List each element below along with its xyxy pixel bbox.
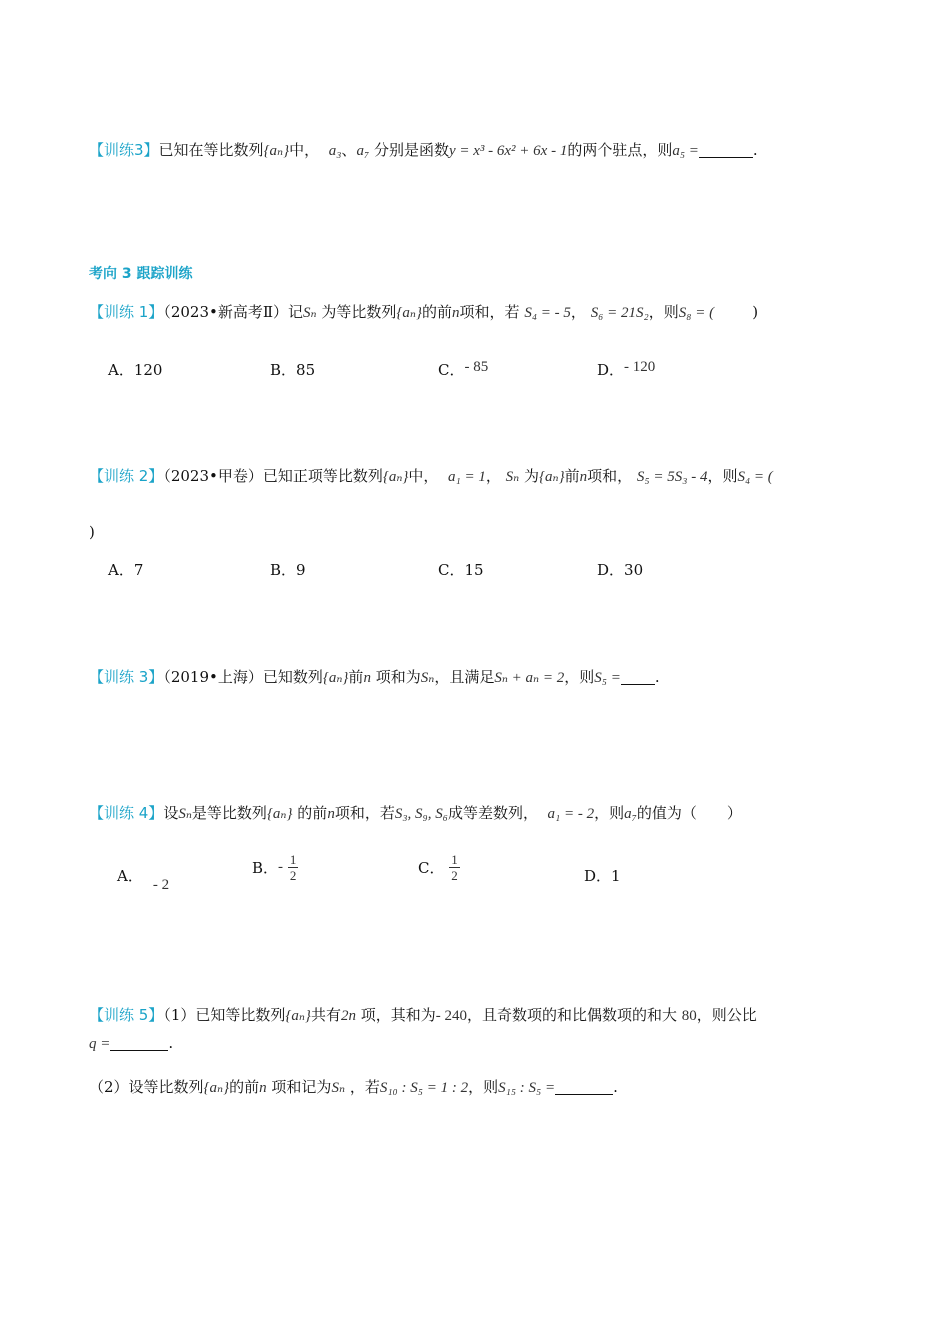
exercise-tag: 【训练 3】 <box>89 668 164 686</box>
option-a[interactable]: A．120 <box>108 361 163 379</box>
exercise-3: 【训练 3】（2019•上海）已知数列{aₙ}前n 项和为Sₙ，且满足Sₙ + aₙ = 2，则S₅ = . <box>89 668 660 686</box>
exercise-tag: 【训练 1】 <box>89 303 164 321</box>
section-title: 考向 3 跟踪训练 <box>89 266 193 282</box>
fraction: $\frac{1}{2}$ <box>451 852 458 883</box>
option-c[interactable]: C．15 <box>438 561 484 579</box>
answer-blank[interactable] <box>110 1035 168 1051</box>
fraction: $\frac{1}{2}$ <box>289 852 297 883</box>
option-a[interactable]: A． - 2 <box>117 867 170 893</box>
option-b[interactable]: B．9 <box>270 561 306 579</box>
exercise-5-part-2: （2）设等比数列{aₙ}的前n 项和记为Sₙ ，若S₁₀ : S₅ = 1 : 2，则S₁₅ : S₅ = . <box>89 1078 618 1096</box>
option-d[interactable]: D．- 120 <box>597 359 656 379</box>
sequence-symbol: {aₙ} <box>263 143 290 159</box>
exercise-2: 【训练 2】（2023•甲卷）已知正项等比数列{aₙ}中， a₁ = 1， Sₙ 为{aₙ}前n项和， S₅ = 5S₃ - 4，则S₄ = ( <box>89 467 773 485</box>
exercise-3-prev: 【训练3】已知在等比数列{aₙ}中， a₃、a₇ 分别是函数y = x³ - 6x² + 6x - 1的两个驻点，则a₅ = . <box>89 141 758 159</box>
answer-blank[interactable] <box>621 669 655 685</box>
answer-blank[interactable] <box>699 142 753 158</box>
exercise-5-part-1-answer: q = . <box>89 1034 174 1052</box>
option-c[interactable]: C．- 85 <box>438 359 489 379</box>
option-c[interactable]: C． $\frac{1}{2}$ <box>418 852 458 883</box>
exercise-tag: 【训练 2】 <box>89 467 164 485</box>
answer-blank[interactable] <box>555 1079 613 1095</box>
exercise-4: 【训练 4】设Sₙ是等比数列{aₙ} 的前n项和，若S₃, S₉, S₆成等差数列， a₁ = - 2，则a₇的值为（ ） <box>89 804 742 822</box>
option-a[interactable]: A．7 <box>108 561 144 579</box>
exercise-2-close-paren: ) <box>89 523 95 541</box>
function-expression: y = x³ - 6x² + 6x - 1 <box>448 143 568 159</box>
option-b[interactable]: B．- $\frac{1}{2}$ <box>252 852 297 883</box>
exercise-tag: 【训练 5】 <box>89 1006 164 1024</box>
option-b[interactable]: B．85 <box>270 361 316 379</box>
option-d[interactable]: D．30 <box>597 561 644 579</box>
exercise-tag: 【训练3】 <box>89 141 159 159</box>
option-d[interactable]: D．1 <box>584 867 621 885</box>
exercise-5-part-1: 【训练 5】（1）已知等比数列{aₙ}共有2n 项，其和为- 240，且奇数项的和比偶数项的和大 80，则公比 <box>89 1006 757 1024</box>
exercise-tag: 【训练 4】 <box>89 804 164 822</box>
exercise-1: 【训练 1】（2023•新高考Ⅱ）记Sₙ 为等比数列{aₙ}的前n项和，若 S₄ = - 5， S₆ = 21S₂，则S₈ = ( ) <box>89 303 759 321</box>
